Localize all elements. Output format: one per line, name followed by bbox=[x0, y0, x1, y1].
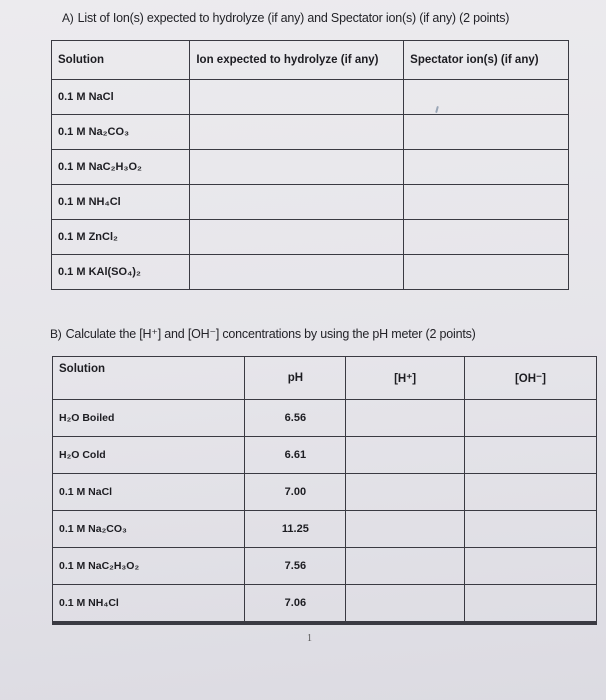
solution-cell: 0.1 M ZnCl₂ bbox=[52, 220, 190, 255]
h-conc-cell[interactable] bbox=[346, 511, 465, 548]
header-hydrolyze: Ion expected to hydrolyze (if any) bbox=[190, 41, 404, 80]
h-conc-cell[interactable] bbox=[346, 437, 465, 474]
hydrolyze-cell[interactable] bbox=[190, 115, 404, 150]
oh-conc-cell[interactable] bbox=[464, 548, 596, 585]
header-oh-conc: [OH⁻] bbox=[464, 357, 596, 400]
section-b-title bbox=[50, 326, 476, 341]
solution-cell: 0.1 M NH₄Cl bbox=[53, 585, 245, 623]
table-row bbox=[52, 220, 569, 255]
solution-cell: 0.1 M Na₂CO₃ bbox=[53, 511, 245, 548]
hydrolysis-table bbox=[51, 40, 569, 290]
ph-cell: 11.25 bbox=[245, 511, 346, 548]
header-spectator: Spectator ion(s) (if any) bbox=[404, 41, 569, 80]
spectator-cell[interactable] bbox=[404, 80, 569, 115]
header-solution: Solution bbox=[52, 41, 190, 80]
header-ph: pH bbox=[245, 357, 346, 400]
oh-conc-cell[interactable] bbox=[464, 400, 596, 437]
table-header-row bbox=[53, 357, 597, 400]
table-row bbox=[52, 185, 569, 220]
table-header-row bbox=[52, 41, 569, 80]
h-conc-cell[interactable] bbox=[346, 585, 465, 623]
hydrolyze-cell[interactable] bbox=[190, 185, 404, 220]
concentration-table bbox=[52, 356, 597, 624]
header-h-conc: [H⁺] bbox=[346, 357, 465, 400]
h-conc-cell[interactable] bbox=[346, 474, 465, 511]
solution-cell: H₂O Boiled bbox=[53, 400, 245, 437]
hydrolyze-cell[interactable] bbox=[190, 255, 404, 290]
section-b-letter: B) bbox=[50, 327, 62, 341]
spectator-cell[interactable] bbox=[404, 150, 569, 185]
table-row bbox=[53, 437, 597, 474]
ph-cell: 7.00 bbox=[245, 474, 346, 511]
oh-conc-cell[interactable] bbox=[464, 474, 596, 511]
table-row bbox=[53, 474, 597, 511]
spectator-cell[interactable] bbox=[404, 185, 569, 220]
solution-cell: 0.1 M NaC₂H₃O₂ bbox=[53, 548, 245, 585]
h-conc-cell[interactable] bbox=[346, 400, 465, 437]
table-rule bbox=[52, 624, 597, 625]
section-a-title-text: List of Ion(s) expected to hydrolyze (if any) and Spectator ion(s) (if any) (2 points) bbox=[77, 11, 510, 25]
hydrolyze-cell[interactable] bbox=[190, 220, 404, 255]
page-mark: 1 bbox=[307, 633, 312, 644]
spectator-cell[interactable] bbox=[404, 255, 569, 290]
ph-cell: 6.56 bbox=[245, 400, 346, 437]
section-b-title-text: Calculate the [H⁺] and [OH⁻] concentrations by using the pH meter (2 points) bbox=[65, 327, 476, 341]
solution-cell: 0.1 M KAl(SO₄)₂ bbox=[52, 255, 190, 290]
section-a-letter: A) bbox=[62, 11, 74, 25]
oh-conc-cell[interactable] bbox=[464, 437, 596, 474]
ph-cell: 7.56 bbox=[245, 548, 346, 585]
hydrolyze-cell[interactable] bbox=[190, 150, 404, 185]
table-row bbox=[52, 150, 569, 185]
table-row bbox=[53, 548, 597, 585]
ph-cell: 7.06 bbox=[245, 585, 346, 623]
solution-cell: 0.1 M NH₄Cl bbox=[52, 185, 190, 220]
section-a-title bbox=[62, 11, 509, 25]
table-row bbox=[52, 80, 569, 115]
table-row bbox=[52, 115, 569, 150]
oh-conc-cell[interactable] bbox=[464, 585, 596, 623]
solution-cell: H₂O Cold bbox=[53, 437, 245, 474]
header-solution: Solution bbox=[53, 357, 245, 400]
solution-cell: 0.1 M Na₂CO₃ bbox=[52, 115, 190, 150]
solution-cell: 0.1 M NaCl bbox=[52, 80, 190, 115]
table-row bbox=[53, 585, 597, 623]
solution-cell: 0.1 M NaC₂H₃O₂ bbox=[52, 150, 190, 185]
solution-cell: 0.1 M NaCl bbox=[53, 474, 245, 511]
h-conc-cell[interactable] bbox=[346, 548, 465, 585]
oh-conc-cell[interactable] bbox=[464, 511, 596, 548]
table-row bbox=[53, 400, 597, 437]
ph-cell: 6.61 bbox=[245, 437, 346, 474]
spectator-cell[interactable] bbox=[404, 220, 569, 255]
table-row bbox=[53, 511, 597, 548]
spectator-cell[interactable] bbox=[404, 115, 569, 150]
hydrolyze-cell[interactable] bbox=[190, 80, 404, 115]
table-row bbox=[52, 255, 569, 290]
